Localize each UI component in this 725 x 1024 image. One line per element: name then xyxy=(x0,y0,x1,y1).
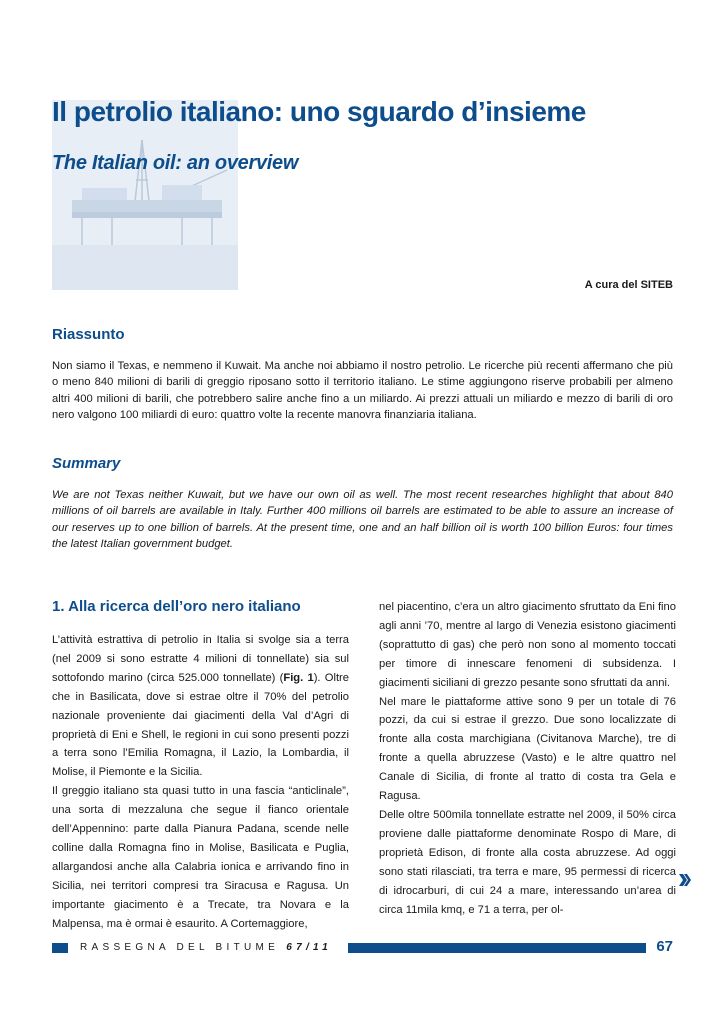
journal-name: RASSEGNA DEL BITUME xyxy=(80,942,280,953)
paragraph-text: L’attività estrattiva di petrolio in Italia si svolge sia a terra (nel 2009 si sono estratte 4 milioni di tonnellate) sia sul sottofondo marino (circa 525.000 tonnellate) ( xyxy=(52,634,349,684)
oil-platform-image xyxy=(52,100,238,290)
page-number: 67 xyxy=(656,938,673,955)
figure-reference: Fig. 1 xyxy=(283,671,314,684)
summary-text: We are not Texas neither Kuwait, but we have our own oil as well. The most recent researches highlight that about 840 millions of oil barrels are available in Italy. Further 400 millions oil barrels are estimated to be able to assure an increase of our reserves up to one billion of barrels. At the present time, one and an half billion oil is worth 100 billion Euros: four times the latest Italian government budget. xyxy=(52,489,673,551)
page-subtitle: The Italian oil: an overview xyxy=(52,152,299,174)
riassunto-text: Non siamo il Texas, e nemmeno il Kuwait. Ma anche noi abbiamo il nostro petrolio. Le ricerche più recenti affermano che più o meno 840 milioni di barili di greggio riposano sotto il territorio italiano. Le stime aggiungono riserve probabili per almeno altri 400 milioni di barili, che potrebbero salire anche fino a un miliardo. Ai prezzi attuali un miliardo e mezzo di barili di oro nero valgono 100 miliardi di euro: quattro volte la recente manovra finanziaria italiana. xyxy=(52,360,673,422)
paragraph-text: ). Oltre che in Basilicata, dove si estrae oltre il 70% del petrolio nazionale proveniente dai giacimenti della Val d’Agri di proprietà di Eni e Shell, le regioni in cui sono presenti pozzi a terra sono l’Emilia Romagna, il Lazio, la Lombardia, il Molise, il Piemonte e la Sicilia. xyxy=(52,671,350,779)
paragraph xyxy=(52,631,349,782)
page-title: Il petrolio italiano: uno sguardo d’insieme xyxy=(52,96,586,127)
summary-heading: Summary xyxy=(52,455,121,472)
footer-bar-right xyxy=(348,943,646,953)
paragraph: Nel mare le piattaforme attive sono 9 per un totale di 76 pozzi, da cui si estrae il grezzo. Due sono localizzate di fronte alla costa marchigiana (Civitanova Marche), tre di fronte a quella abruzzese (Vasto) e le altre quattro nel Canale di Sicilia, di fronte al tratto di costa tra Gela e Ragusa. xyxy=(379,695,676,803)
paragraph: Delle oltre 500mila tonnellate estratte nel 2009, il 50% circa proviene dalle piattaforme denominate Rospo di Mare, di proprietà Edison, di fronte alla costa abruzzese. Ad oggi sono stati rilasciati, tra terra e mare, 95 permessi di ricerca di idrocarburi, di cui 24 a mare, interessando un’area di circa 11mila kmq, e 71 a terra, per ol- xyxy=(379,808,676,916)
author-credit: A cura del SITEB xyxy=(584,279,673,291)
footer-bar-left xyxy=(52,943,68,953)
footer-journal xyxy=(80,942,332,953)
riassunto-heading: Riassunto xyxy=(52,326,125,343)
section-heading: 1. Alla ricerca dell’oro nero italiano xyxy=(52,598,301,615)
paragraph: Il greggio italiano sta quasi tutto in una fascia “anticlinale”, una sorta di mezzaluna che segue il fianco orientale dell’Appennino: parte dalla Pianura Padana, scende nelle colline dalla Romagna fino in Molise, Basilicata e Puglia, allargandosi anche alla Calabria ionica e arrivando fino in Sicilia, nei territori compresi tra Siracusa e Ragusa. Un importante giacimento è a Trecate, tra Novara e la Malpensa, ma è ormai è esaurito. A Cortemaggiore, xyxy=(52,785,349,930)
paragraph: nel piacentino, c’era un altro giacimento sfruttato da Eni fino agli anni ’70, mentre al largo di Venezia esistono giacimenti (soprattutto di gas) che però non sono al momento toccati per timore di innescare fenomeni di subsidenza. I giacimenti siciliani di grezzo pesante sono sfruttati da anni. xyxy=(379,601,676,689)
journal-issue: 67/11 xyxy=(286,942,333,953)
double-chevron-right-icon xyxy=(678,873,692,887)
column-left xyxy=(52,631,349,934)
column-right xyxy=(379,598,676,919)
